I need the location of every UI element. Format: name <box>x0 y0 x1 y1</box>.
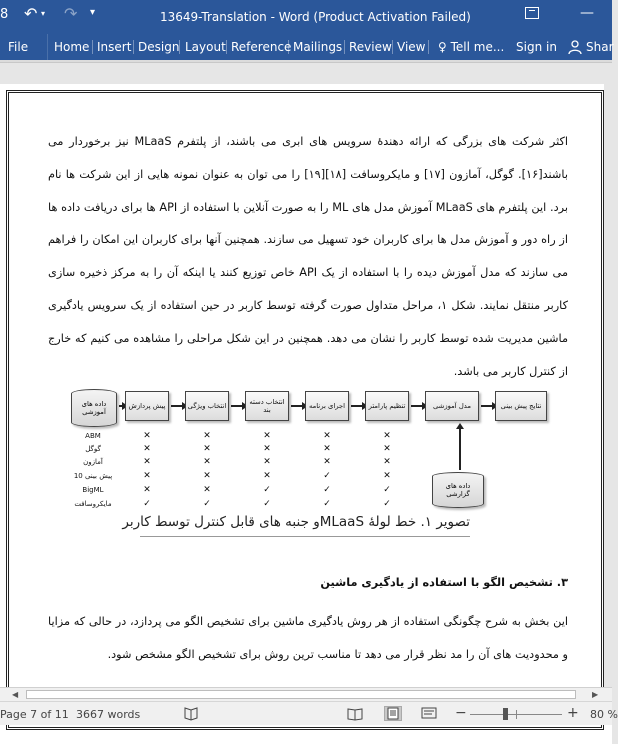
share-person-icon[interactable] <box>568 40 582 54</box>
scroll-right-icon[interactable]: ▶ <box>592 690 599 699</box>
vendor-label: گوگل <box>85 445 101 453</box>
capability-mark: ✓ <box>323 499 331 509</box>
capability-mark: ✓ <box>263 485 271 495</box>
tab-file[interactable]: File <box>0 34 48 60</box>
capability-mark: ✓ <box>323 485 331 495</box>
stage-prediction-results: نتایج پیش بینی <box>495 391 547 421</box>
vendor-label: آمازون <box>83 458 103 466</box>
capability-mark: ✓ <box>383 485 391 495</box>
zoom-out-button[interactable]: − <box>455 705 467 721</box>
capability-mark: ✓ <box>203 499 211 509</box>
web-layout-icon[interactable] <box>420 706 438 721</box>
pipeline-arrow <box>231 405 243 407</box>
stage-program-execution: اجرای برنامه <box>305 391 349 421</box>
mlaas-pipeline-figure <box>66 374 550 509</box>
capability-mark: ✕ <box>383 471 391 481</box>
capability-mark: ✓ <box>263 499 271 509</box>
tell-me-search[interactable]: ♀ Tell me... <box>438 40 505 54</box>
tab-separator <box>392 40 393 54</box>
pipeline-arrow <box>171 405 183 407</box>
vendor-label: پیش بینی 10 <box>73 472 113 480</box>
undo-dropdown-icon[interactable]: ▾ <box>41 9 46 18</box>
paragraph-mlaas-intro[interactable]: اکثر شرکت های بزرگی که ارائه دهندهٔ سرویس های ابری می باشند، از پلتفرم MLaaS نیز برخوردار می باشند[۱۶]. گوگل، آمازون [۱۷] و مایکروسافت [۱۸][۱۹] را می توان به عنوان نمونه هایی از این شرکت ها نام برد. این پلتفرم های MLaaS آموزش مدل های ML را به صورت آنلاین با استفاده از API ها برای دریافت داده ها از راه دور و آموزش مدل ها برای کاربران خود تسهیل می سازند. همچنین آنها برای کاربران این امکان را فراهم می سازند که مدل آموزش دیده را با استفاده از یک API خاص توزیع کنند یا اینکه آن را به مرکز ذخیره سازی کاربر منتقل نمایند. شکل ۱، مراحل متداول صورت گرفته توسط کاربر در حین استفاده از یک سرویس یادگیری ماشین مدیریت شده توسط کاربر را نشان می دهد. همچنین در این شکل مراحلی را مشاهده می کنیم که خارج از کنترل کاربر می باشد. <box>48 135 568 378</box>
capability-mark: ✕ <box>143 431 151 441</box>
redo-icon[interactable]: ↷ <box>64 4 78 23</box>
stage-trained-model: مدل آموزشی <box>425 391 479 421</box>
capability-mark: ✕ <box>143 471 151 481</box>
read-mode-icon[interactable] <box>346 706 364 721</box>
print-layout-icon <box>385 707 401 720</box>
capability-mark: ✕ <box>263 471 271 481</box>
capability-mark: ✕ <box>203 444 211 454</box>
customize-quick-access-icon[interactable]: ▾ <box>90 7 96 18</box>
pipeline-arrow <box>119 405 123 407</box>
capability-mark: ✕ <box>203 457 211 467</box>
zoom-in-button[interactable]: + <box>567 705 579 721</box>
title-bar <box>0 0 612 34</box>
figure-caption[interactable]: تصویر ۱. خط لولهٔ MLaaSو جنبه های قابل کنترل توسط کاربر <box>122 514 470 530</box>
minimize-button[interactable]: — <box>580 5 594 21</box>
tab-mailings[interactable]: Mailings <box>293 40 343 54</box>
tab-reference[interactable]: Reference <box>231 40 292 54</box>
stage-preprocessing: پیش پردازش <box>125 391 169 421</box>
capability-mark: ✕ <box>143 485 151 495</box>
vendor-label: ABM <box>85 432 101 440</box>
tab-layout[interactable]: Layout <box>185 40 226 54</box>
tab-separator <box>428 40 429 54</box>
stage-parameter-tuning: تنظیم پارامتر <box>365 391 409 421</box>
tab-separator <box>226 40 227 54</box>
capability-mark: ✕ <box>263 431 271 441</box>
ribbon-display-options-icon[interactable] <box>525 7 539 19</box>
save-icon[interactable]: 8 <box>0 7 9 22</box>
capability-mark: ✕ <box>203 431 211 441</box>
capability-mark: ✕ <box>383 444 391 454</box>
scrollbar-thumb[interactable] <box>26 690 576 699</box>
pipeline-arrow <box>411 405 423 407</box>
capability-mark: ✕ <box>203 471 211 481</box>
status-bar <box>0 701 618 725</box>
tab-separator <box>133 40 134 54</box>
ribbon-shadow <box>0 60 612 63</box>
capability-mark: ✕ <box>323 444 331 454</box>
tab-review[interactable]: Review <box>349 40 392 54</box>
capability-mark: ✕ <box>383 457 391 467</box>
vendor-label: BigML <box>82 486 104 494</box>
undo-icon[interactable]: ↶ <box>24 4 38 23</box>
tab-home[interactable]: Home <box>54 40 90 54</box>
training-data-cylinder: داده های آموزشی <box>71 389 117 427</box>
capability-mark: ✕ <box>203 485 211 495</box>
vendor-label: مایکروسافت <box>74 500 112 508</box>
stage-feature-selection: انتخاب ویژگی <box>185 391 229 421</box>
window-title: 13649-Translation - Word (Product Activation Failed) <box>160 10 471 24</box>
page-count[interactable]: Page 7 of 11 <box>0 708 69 721</box>
capability-mark: ✕ <box>263 457 271 467</box>
caption-underline <box>140 536 470 537</box>
proofing-book-icon[interactable] <box>183 707 199 720</box>
capability-mark: ✓ <box>383 499 391 509</box>
test-data-cylinder: داده های گزارشی <box>432 472 484 508</box>
capability-mark: ✓ <box>143 499 151 509</box>
capability-mark: ✕ <box>323 457 331 467</box>
share-button[interactable]: Shar <box>586 40 614 54</box>
tab-view[interactable]: View <box>397 40 426 54</box>
pipeline-arrow <box>481 405 493 407</box>
tab-separator <box>288 40 289 54</box>
print-layout-view-button[interactable] <box>384 706 402 721</box>
document-area[interactable] <box>0 64 612 687</box>
capability-mark: ✕ <box>263 444 271 454</box>
tab-insert[interactable]: Insert <box>97 40 132 54</box>
test-data-arrow <box>459 428 461 470</box>
zoom-level[interactable]: 80 % <box>590 708 618 721</box>
page-right-gutter <box>604 64 612 724</box>
stage-classifier-selection: انتخاب دسته بند <box>245 391 289 421</box>
document-page[interactable] <box>0 84 612 744</box>
capability-mark: ✕ <box>143 457 151 467</box>
scroll-left-icon[interactable]: ◀ <box>12 690 19 699</box>
ribbon-tab-bar <box>0 34 612 60</box>
pipeline-arrow <box>291 405 303 407</box>
tab-separator <box>344 40 345 54</box>
word-count[interactable]: 3667 words <box>76 708 141 721</box>
horizontal-scrollbar[interactable] <box>0 687 612 701</box>
zoom-slider-thumb[interactable] <box>503 708 508 720</box>
capability-mark: ✕ <box>383 431 391 441</box>
tab-design[interactable]: Design <box>138 40 180 54</box>
tab-separator <box>92 40 93 54</box>
capability-mark: ✕ <box>323 431 331 441</box>
tab-separator <box>179 40 180 54</box>
zoom-slider-center-mark <box>516 710 517 719</box>
capability-mark: ✓ <box>323 471 331 481</box>
paragraph-pattern-recognition[interactable]: این بخش به شرح چگونگی استفاده از هر روش یادگیری ماشین برای تشخیص الگو می پردازد، در حالی که مزایا و محدودیت های آن را مد نظر قرار می دهد تا مناسب ترین روش برای تشخیص الگو مشخص شود. <box>48 615 568 661</box>
pipeline-arrow <box>351 405 363 407</box>
section-heading[interactable]: ۳. تشخیص الگو با استفاده از یادگیری ماشین <box>320 576 568 589</box>
sign-in-link[interactable]: Sign in <box>516 40 557 54</box>
capability-mark: ✕ <box>143 444 151 454</box>
